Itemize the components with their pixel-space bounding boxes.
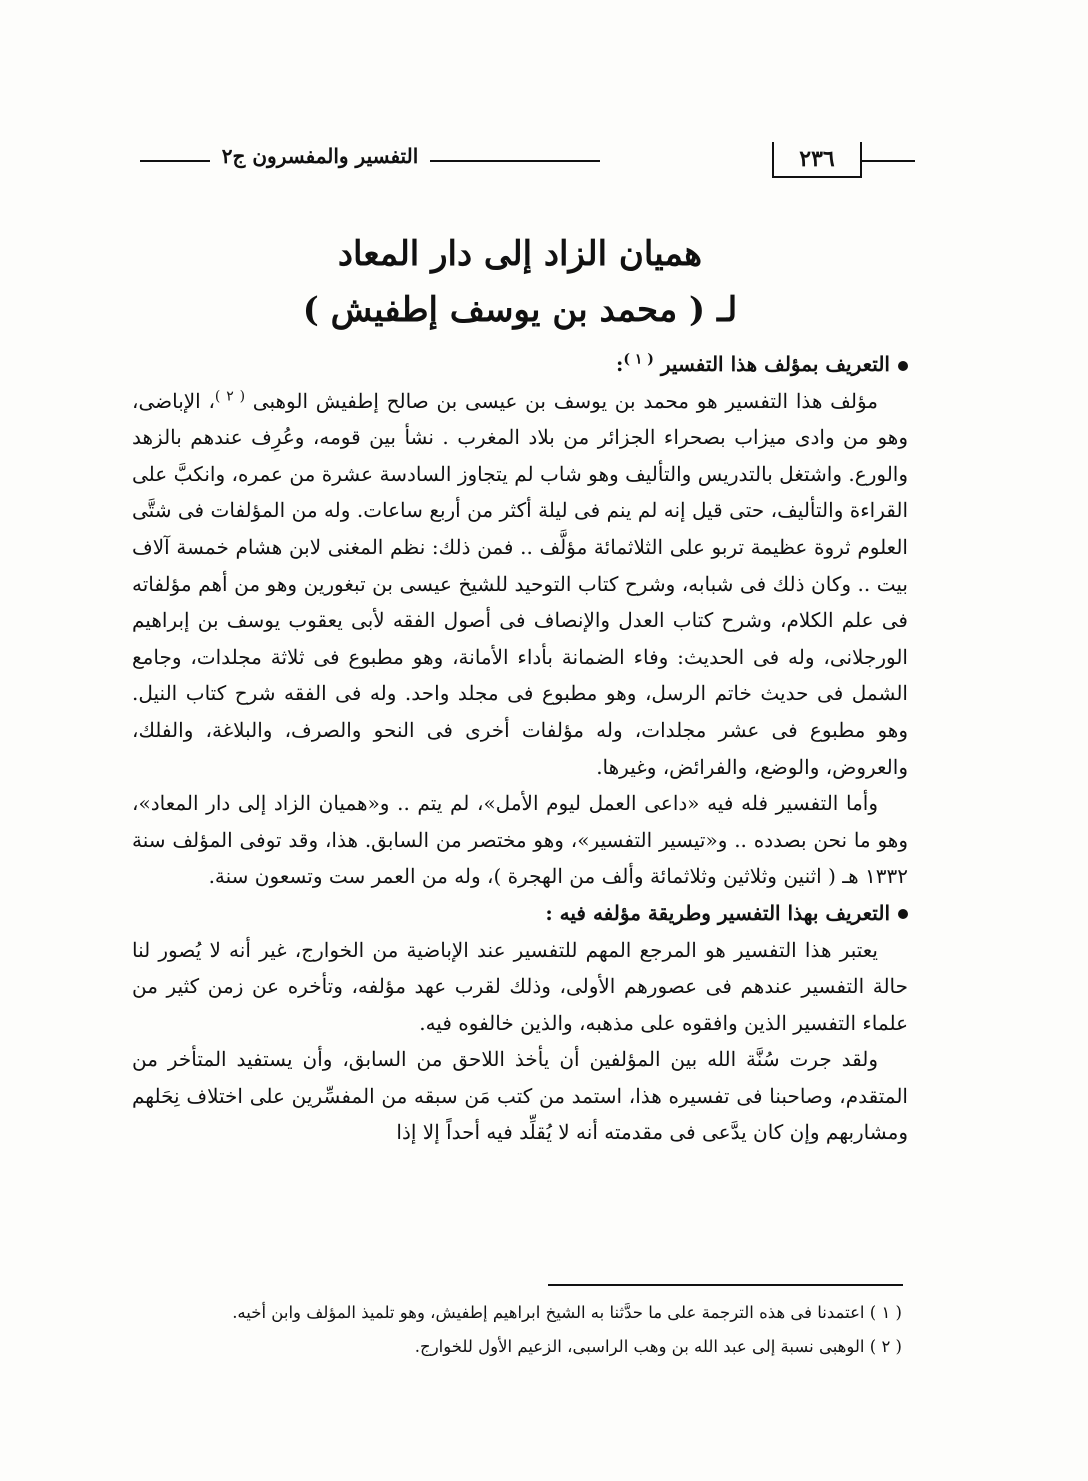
- section-heading-tafsir: [132, 895, 908, 932]
- paragraph-author-bio-part1: مؤلف هذا التفسير هو محمد بن يوسف بن عيسى بن صالح إطفيش الوهبى: [252, 388, 878, 413]
- running-header: [130, 140, 910, 184]
- section-heading-author-text: التعريف بمؤلف هذا التفسير: [660, 352, 890, 376]
- footnote-ref-1: ( ١ ): [623, 351, 654, 368]
- footnotes: [132, 1296, 902, 1364]
- running-header-title: التفسير والمفسرون ج٢: [221, 144, 419, 168]
- paragraph-author-bio: [132, 383, 908, 786]
- header-rule-right: [860, 160, 915, 162]
- footnote-ref-2: ( ٢ ): [214, 387, 246, 404]
- footnote-1: ( ١ ) اعتمدنا فى هذه الترجمة على ما حدَّثنا به الشيخ ابراهيم إطفيش، وهو تلميذ المؤلف وابن أخيه.: [232, 1303, 902, 1322]
- page-number: ٢٣٦: [772, 142, 862, 178]
- bullet-icon: [898, 909, 908, 919]
- paragraph-tafsir-sources: ولقد جرت سُنَّة الله بين المؤلفين أن يأخذ اللاحق من السابق، وأن يستفيد المتأخر من المتقدم، وصاحبنا فى تفسيره هذا، استمد من كتب مَن سبقه من المفسِّرين على اختلاف نِحَلهم ومشاربهم وإن كان يدَّعى فى مقدمته أنه لا يُقلِّد فيه أحداً إلا إذا: [132, 1047, 908, 1145]
- section-heading-tafsir-text: التعريف بهذا التفسير وطريقة مؤلفه فيه :: [545, 900, 890, 925]
- chapter-title: هميان الزاد إلى دار المعاد: [337, 234, 703, 274]
- paragraph-author-tafsir: وأما التفسير فله فيه «داعى العمل ليوم الأمل»، لم يتم .. و«هميان الزاد إلى دار المعاد»، وهو ما نحن بصدده .. و«تيسير التفسير»، وهو مختصر من السابق. هذا، وقد توفى المؤلف سنة ١٣٣٢ هـ ( اثنين وثلاثين وثلاثمائة وألف من الهجرة )، وله من العمر ست وتسعون سنة.: [132, 791, 908, 889]
- body-text: [132, 346, 908, 1151]
- header-rule-middle: [430, 160, 600, 162]
- footnote-separator: [548, 1284, 903, 1286]
- section-heading-author: [132, 346, 908, 383]
- header-rule-left: [140, 160, 210, 162]
- chapter-subtitle: لـ ( محمد بن يوسف إطفيش ): [302, 290, 738, 330]
- footnote-2: ( ٢ ) الوهبى نسبة إلى عبد الله بن وهب الراسبى، الزعيم الأول للخوارج.: [414, 1337, 902, 1356]
- paragraph-author-bio-part2: ، الإباضى، وهو من وادى ميزاب بصحراء الجزائر من بلاد المغرب . نشأ بين قومه، وعُرِف عندهم بالزهد والورع. واشتغل بالتدريس والتأليف وهو شاب لم يتجاوز السادسة عشرة من عمره، وانكبَّ على القراءة والتأليف، حتى قيل إنه لم ينم فى ليلة أكثر من أربع ساعات. وله من المؤلفات فى شتَّى العلوم ثروة عظيمة تربو على الثلاثمائة مؤلَّف .. فمن ذلك: نظم المغنى لابن هشام خمسة آلاف بيت .. وكان ذلك فى شبابه، وشرح كتاب التوحيد للشيخ عيسى بن تبغورين وهو من أهم مؤلفاته فى علم الكلام، وشرح كتاب العدل والإنصاف فى أصول الفقه لأبى يعقوب يوسف بن إبراهيم الورجلانى، وله فى الحديث: وفاء الضمانة بأداء الأمانة، وهو مطبوع فى ثلاثة مجلدات، وجامع الشمل فى حديث خاتم الرسل، وهو مطبوع فى مجلد واحد. وله فى الفقه شرح كتاب النيل. وهو مطبوع فى عشر مجلدات، وله مؤلفات أخرى فى النحو والصرف، والبلاغة، والفلك، والعروض، والوضع، والفرائض، وغيرها.: [132, 388, 908, 779]
- bullet-icon: [898, 361, 908, 371]
- paragraph-tafsir-importance: يعتبر هذا التفسير هو المرجع المهم للتفسير عند الإباضية من الخوارج، غير أنه لا يُصور لنا حالة التفسير عندهم فى عصورهم الأولى، وذلك لقرب عهد مؤلفه، وتأخره عن زمن كثير من علماء التفسير الذين وافقوه على مذهبه، والذين خالفوه فيه.: [132, 937, 908, 1035]
- heading-colon: :: [616, 352, 624, 376]
